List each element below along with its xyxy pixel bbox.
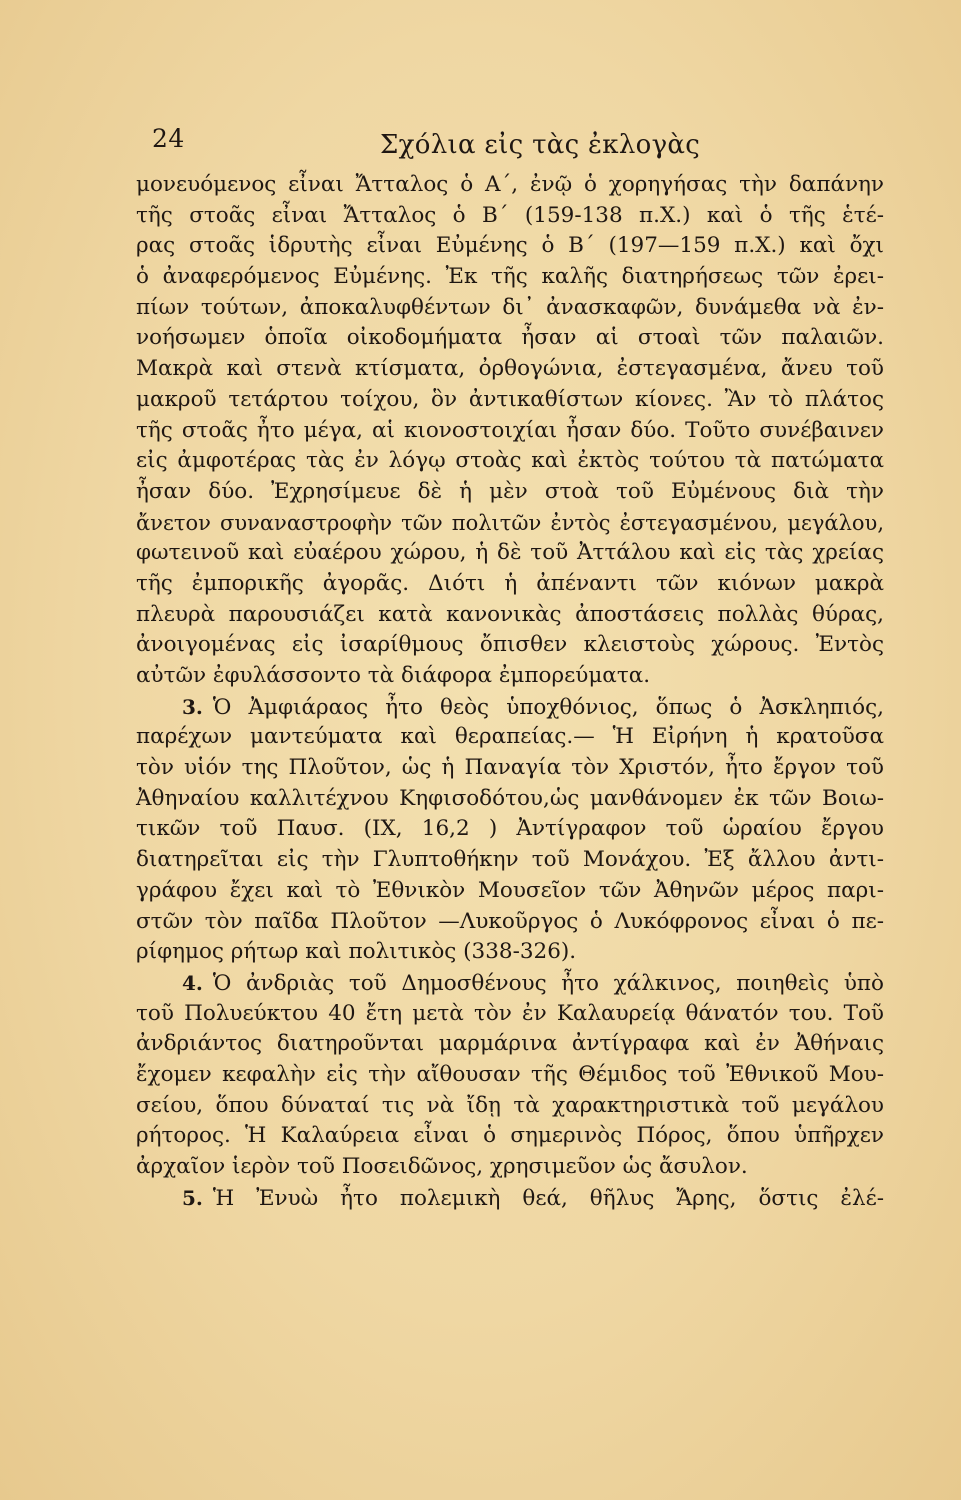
text-line — [136, 692, 884, 723]
page-header — [0, 118, 961, 158]
text-line: ἀνοιγομένας εἰς ἰσαρίθμους ὄπισθεν κλειστοὺς χώρους. Ἐντὸς — [136, 632, 884, 658]
text-line: νοήσωμεν ὁποῖα οἰκοδομήματα ἦσαν αἱ στοαὶ τῶν παλαιῶν. — [136, 325, 884, 351]
text-line: εἰς ἀμφοτέρας τὰς ἐν λόγῳ στοὰς καὶ ἐκτὸς τούτου τὰ πατώματα — [136, 448, 884, 474]
text-line: πίων τούτων, ἀποκαλυφθέντων δι᾽ ἀνασκαφῶν, δυνάμεθα νὰ ἐν- — [136, 294, 884, 320]
note-number: 5. — [182, 1185, 203, 1210]
text-line: τῆς στοᾶς ἦτο μέγα, αἱ κιονοστοιχίαι ἦσαν δύο. Τοῦτο συνέβαινεν — [136, 417, 884, 443]
paragraph-continuation — [136, 170, 884, 692]
text-line: ἦσαν δύο. Ἐχρησίμευε δὲ ἡ μὲν στοὰ τοῦ Εὐμένους διὰ τὴν — [136, 478, 884, 504]
body-text — [136, 170, 884, 1213]
text-line-content: Ἡ Ἐνυὼ ἦτο πολεμικὴ θεά, θῆλυς Ἄρης, ὅστις ἐλέ- — [212, 1185, 884, 1211]
page-number: 24 — [152, 124, 185, 153]
text-line: Ἀθηναίου καλλιτέχνου Κηφισοδότου,ὡς μανθάνομεν ἐκ τῶν Βοιω- — [136, 785, 884, 811]
note-number: 3. — [182, 694, 203, 719]
text-line: τικῶν τοῦ Παυσ. (ΙΧ, 16,2 ) Ἀντίγραφον τοῦ ὡραίου ἔργου — [136, 816, 884, 842]
note-3 — [136, 692, 884, 968]
text-line: τῆς ἐμπορικῆς ἀγορᾶς. Διότι ἡ ἀπέναντι τῶν κιόνων μακρὰ — [136, 570, 884, 596]
text-line: παρέχων μαντεύματα καὶ θεραπείας.— Ἡ Εἰρήνη ἡ κρατοῦσα — [136, 724, 884, 750]
text-line: ἔχομεν κεφαλὴν εἰς τὴν αἴθουσαν τῆς Θέμιδος τοῦ Ἐθνικοῦ Μου- — [136, 1061, 884, 1087]
text-line: ἄνετον συναναστροφὴν τῶν πολιτῶν ἐντὸς ἐστεγασμένου, μεγάλου, — [136, 510, 884, 535]
text-line-content: Ὁ Ἀμφιάραος ἦτο θεὸς ὑποχθόνιος, ὅπως ὁ Ἀσκληπιός, — [212, 694, 884, 720]
text-line — [136, 1183, 884, 1214]
text-line: ρας στοᾶς ἱδρυτὴς εἶναι Εὐμένης ὁ Β΄ (197—159 π.Χ.) καὶ ὄχι — [136, 233, 884, 259]
text-line: τοῦ Πολυεύκτου 40 ἔτη μετὰ τὸν ἐν Καλαυρείᾳ θάνατόν του. Τοῦ — [136, 1000, 884, 1026]
text-line-content: Ὁ ἀνδριὰς τοῦ Δημοσθένους ἦτο χάλκινος, ποιηθεὶς ὑπὸ — [212, 970, 884, 996]
text-line: μονευόμενος εἶναι Ἄτταλος ὁ Α΄, ἐνῷ ὁ χορηγήσας τὴν δαπάνην — [136, 172, 884, 197]
running-title: Σχόλια εἰς τὰς ἐκλογὰς — [380, 130, 701, 160]
text-line: στῶν τὸν παῖδα Πλοῦτον —Λυκοῦργος ὁ Λυκόφρονος εἶναι ὁ πε- — [136, 908, 884, 934]
text-line: πλευρὰ παρουσιάζει κατὰ κανονικὰς ἀποστάσεις πολλὰς θύρας, — [136, 601, 884, 627]
text-line: ἀνδριάντος διατηροῦνται μαρμάρινα ἀντίγραφα καὶ ἐν Ἀθήναις — [136, 1031, 884, 1057]
text-line: τὸν υἱόν της Πλοῦτον, ὡς ἡ Παναγία τὸν Χριστόν, ἦτο ἔργον τοῦ — [136, 755, 884, 781]
note-5 — [136, 1183, 884, 1214]
text-line: μακροῦ τετάρτου τοίχου, ὃν ἀντικαθίστων κίονες. Ἂν τὸ πλάτος — [136, 386, 884, 412]
note-number: 4. — [182, 970, 203, 995]
text-line — [136, 968, 884, 999]
text-line: φωτεινοῦ καὶ εὐαέρου χώρου, ἡ δὲ τοῦ Ἀττάλου καὶ εἰς τὰς χρείας — [136, 540, 884, 566]
text-line: ἀρχαῖον ἱερὸν τοῦ Ποσειδῶνος, χρησιμεῦον ὡς ἄσυλον. — [136, 1154, 748, 1179]
text-line: Μακρὰ καὶ στενὰ κτίσματα, ὀρθογώνια, ἐστεγασμένα, ἄνευ τοῦ — [136, 356, 884, 382]
text-line: ρίφημος ρήτωρ καὶ πολιτικὸς (338-326). — [136, 939, 577, 965]
text-line: ρήτορος. Ἡ Καλαύρεια εἶναι ὁ σημερινὸς Πόρος, ὅπου ὑπῆρχεν — [136, 1123, 884, 1149]
text-line: αὐτῶν ἐφυλάσσοντο τὰ διάφορα ἐμπορεύματα. — [136, 663, 651, 688]
text-line: ὁ ἀναφερόμενος Εὐμένης. Ἐκ τῆς καλῆς διατηρήσεως τῶν ἐρει- — [136, 264, 884, 290]
text-line: γράφου ἔχει καὶ τὸ Ἐθνικὸν Μουσεῖον τῶν Ἀθηνῶν μέρος παρι- — [136, 877, 884, 903]
text-line: διατηρεῖται εἰς τὴν Γλυπτοθήκην τοῦ Μονάχου. Ἐξ ἄλλου ἀντι- — [136, 847, 884, 873]
text-line: σείου, ὅπου δύναταί τις νὰ ἴδῃ τὰ χαρακτηριστικὰ τοῦ μεγάλου — [136, 1092, 884, 1118]
text-line: τῆς στοᾶς εἶναι Ἄτταλος ὁ Β΄ (159-138 π.Χ.) καὶ ὁ τῆς ἑτέ- — [136, 202, 884, 228]
note-4 — [136, 968, 884, 1183]
